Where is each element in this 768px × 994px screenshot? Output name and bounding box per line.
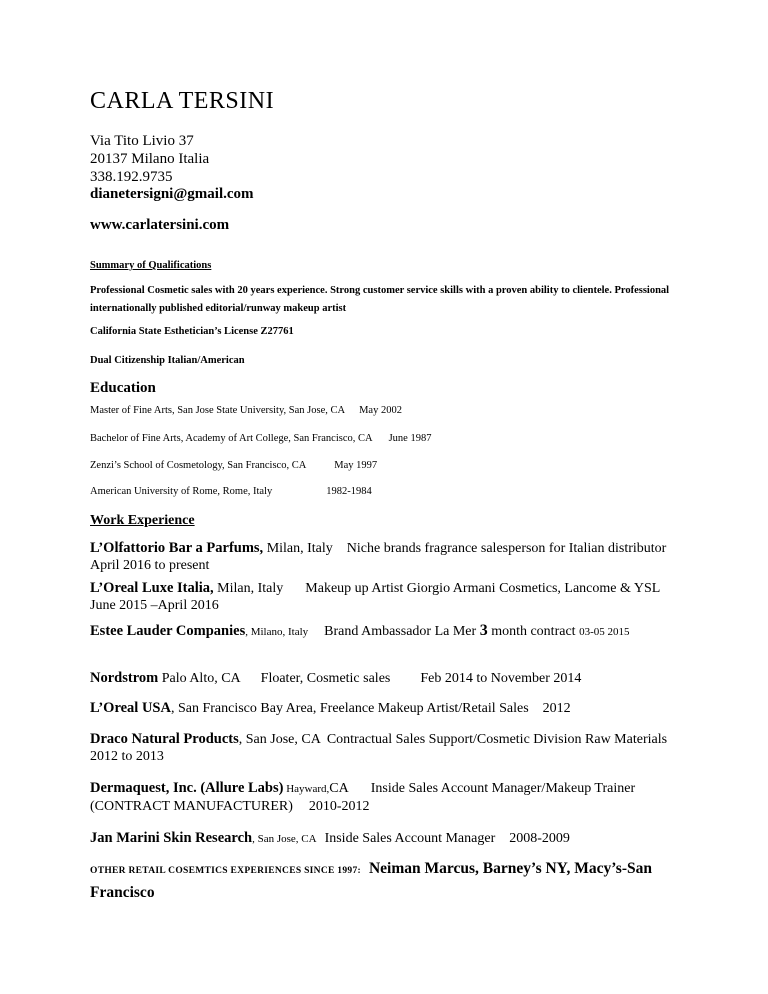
street-address: Via Tito Livio 37: [90, 133, 194, 149]
job-entry: [90, 540, 700, 574]
job-date: June 2015 –April 2016: [90, 598, 219, 613]
job-company: Dermaquest, Inc. (Allure Labs): [90, 780, 284, 796]
job-date: 2008-2009: [509, 831, 570, 846]
job-location: , San Jose, CA: [238, 732, 321, 747]
job-company: Nordstrom: [90, 670, 159, 686]
education-school: American University of Rome, Rome, Italy: [90, 486, 273, 497]
job-location-city: Hayward,: [283, 783, 330, 795]
job-date: 2010-2012: [308, 799, 370, 814]
phone-number: 338.192.9735: [90, 169, 173, 185]
education-item: [90, 486, 372, 497]
city-address: 20137 Milano Italia: [90, 151, 210, 167]
job-entry: [90, 622, 700, 641]
job-date: Feb 2014 to November 2014: [420, 671, 582, 686]
job-company: Jan Marini Skin Research: [90, 830, 253, 846]
job-date: April 2016 to present: [90, 558, 210, 573]
website-link[interactable]: [90, 216, 229, 234]
website-text[interactable]: www.carlatersini.com: [90, 217, 230, 233]
job-entry: [90, 580, 700, 614]
email-text[interactable]: dianetersigni@gmail.com: [90, 186, 254, 202]
job-location: , Milano, Italy: [245, 626, 309, 638]
job-location: Milan, Italy: [263, 541, 333, 556]
job-role: Inside Sales Account Manager/Makeup Trainer (CONTRACT MANUFACTURER): [90, 781, 636, 814]
other-experience-caption: OTHER RETAIL COSEMTICS EXPERIENCES SINCE 1997:: [90, 866, 361, 876]
education-school: Master of Fine Arts, San Jose State University, San Jose, CA: [90, 405, 346, 416]
candidate-name: CARLA TERSINI: [90, 88, 275, 114]
job-date: 2012 to 2013: [90, 749, 164, 764]
job-entry: [90, 830, 700, 848]
job-company: L’Oreal USA: [90, 700, 171, 716]
education-item: [90, 433, 431, 444]
job-entry: [90, 780, 700, 815]
summary-heading: Summary of Qualifications: [90, 260, 212, 271]
job-company: Estee Lauder Companies: [90, 623, 246, 639]
job-role-suffix: month contract: [487, 624, 580, 639]
job-entry: [90, 670, 700, 687]
job-company: L’Olfattorio Bar a Parfums,: [90, 540, 264, 556]
job-role: Floater, Cosmetic sales: [260, 671, 391, 686]
job-location: Milan, Italy: [213, 581, 284, 596]
education-date: June 1987: [388, 433, 432, 444]
education-date: 1982-1984: [326, 486, 372, 497]
education-item: [90, 460, 377, 471]
license-line: California State Esthetician’s License Z27761: [90, 326, 294, 337]
education-school: Zenzi’s School of Cosmetology, San Francisco, CA: [90, 460, 307, 471]
job-role: Makeup up Artist Giorgio Armani Cosmetics, Lancome & YSL: [305, 581, 661, 596]
education-heading: Education: [90, 380, 156, 396]
other-experience-names: Neiman Marcus, Barney’s NY, Macy’s-San Francisco: [90, 860, 652, 901]
job-role: Inside Sales Account Manager: [324, 831, 496, 846]
job-entry: [90, 731, 700, 765]
job-location: , San Jose, CA: [252, 833, 317, 845]
education-date: May 1997: [334, 460, 378, 471]
job-company: Draco Natural Products: [90, 731, 239, 747]
summary-text: Professional Cosmetic sales with 20 years experience. Strong customer service skills with a proven ability to clientele. Professional internationally published editorial/runway makeup artist: [90, 285, 670, 314]
email-link[interactable]: [90, 185, 254, 203]
job-location: , San Francisco Bay Area, Freelance Makeup Artist/Retail Sales: [170, 701, 529, 716]
job-role: Niche brands fragrance salesperson for Italian distributor: [346, 541, 667, 556]
citizenship-line: Dual Citizenship Italian/American: [90, 355, 245, 366]
education-school: Bachelor of Fine Arts, Academy of Art College, San Francisco, CA: [90, 433, 373, 444]
job-date: 03-05 2015: [579, 626, 630, 638]
job-date: 2012: [542, 701, 571, 716]
job-role: Brand Ambassador La Mer: [324, 624, 480, 639]
other-experience: [90, 858, 700, 904]
job-duration-number: 3: [479, 622, 488, 639]
education-date: May 2002: [359, 405, 402, 416]
job-location: CA: [329, 781, 349, 796]
job-role: Contractual Sales Support/Cosmetic Division Raw Materials: [326, 732, 668, 747]
job-entry: [90, 700, 700, 717]
job-company: L’Oreal Luxe Italia,: [90, 580, 214, 596]
work-heading: Work Experience: [90, 513, 195, 528]
education-item: [90, 405, 402, 416]
job-location: Palo Alto, CA: [158, 671, 241, 686]
